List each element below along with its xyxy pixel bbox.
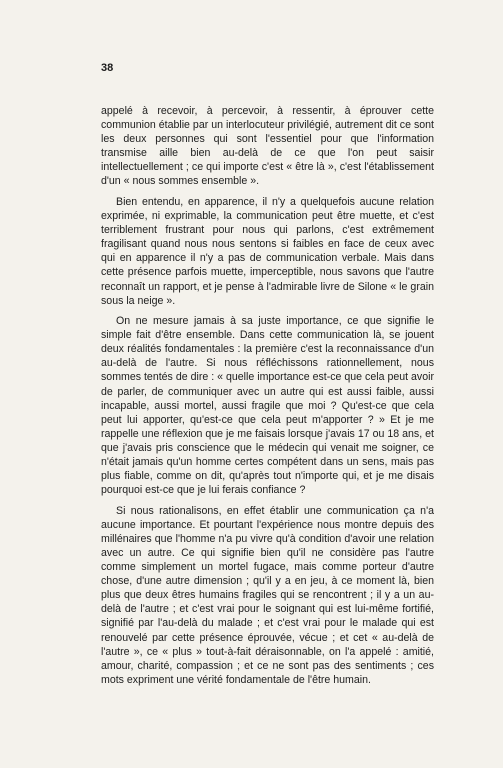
body-text [101,104,434,693]
paragraph-4: Si nous rationalisons, en effet établir une communication ça n'a aucune importance. Et pourtant l'expérience nous montre depuis des millénaires que l'homme n'a pu vivre qu'à condition d'avoir une relation avec un autre. Ce qui signifie bien qu'il ne considère pas l'autre comme simplement un mortel fugace, mais comme porteur d'autre chose, d'une autre dimension ; qu'il y a en jeu, à ce moment là, bien plus que deux êtres humains fragiles qui se rencontrent ; il y a un au-delà de l'autre ; et c'est vrai pour le soignant qui est lui-même fortifié, signifié par l'au-delà du malade ; et c'est vrai pour le malade qui est renouvelé par cette présence éprouvée, vécue ; et cet « au-delà de l'autre », ce « plus » tout-à-fait déraisonnable, on l'a appelé : amitié, amour, charité, compassion ; et ce ne sont pas des sentiments ; ces mots expriment une vérité fondamentale de l'être humain. [101,504,434,686]
paragraph-3: On ne mesure jamais à sa juste importance, ce que signifie le simple fait d'être ensemble. Dans cette communication là, se jouent deux réalités fondamentales : la première c'est la reconnaissance d'un au-delà de l'autre. Si nous réfléchissons rationnellement, nous sommes tentés de dire : « quelle importance est-ce que cela peut avoir de parler, de communiquer avec un autre qui est aussi faible, aussi incapable, aussi mortel, aussi fragile que moi ? Qu'est-ce que cela peut lui apporter, qu'est-ce que cela peut m'apporter ? » Et je me rappelle une réflexion que je me faisais lorsque j'avais 17 ou 18 ans, et que j'avais pris conscience que le médecin qui venait me soigner, ce n'était jamais qu'un homme certes compétent dans un sens, mais pas plus fiable, comme on dit, qu'après tout n'importe qui, et je me disais pourquoi est-ce que je lui ferais confiance ? [101,315,434,497]
paragraph-1: appelé à recevoir, à percevoir, à ressentir, à éprouver cette communion établie par un interlocuteur privilégié, autrement dit ce sont les deux personnes qui sont l'essentiel pour que l'information transmise aille bien au-delà de ce que l'on peut saisir intellectuellement ; ce qui importe c'est « être là », c'est l'établissement d'un « nous sommes ensemble ». [101,105,434,188]
page-number: 38 [101,62,114,74]
paragraph-2: Bien entendu, en apparence, il n'y a quelquefois aucune relation exprimée, ni exprimable, la communication peut être muette, et c'est terriblement frustrant pour nous qui parlons, c'est extrêmement fragilisant quand nous nous sentons si faibles en face de ceux avec qui en apparence il n'y a pas de communication verbale. Mais dans cette présence parfois muette, imperceptible, nous savons que l'autre reconnaît un rapport, et je pense à l'admirable livre de Silone « le grain sous la neige ». [101,195,434,307]
